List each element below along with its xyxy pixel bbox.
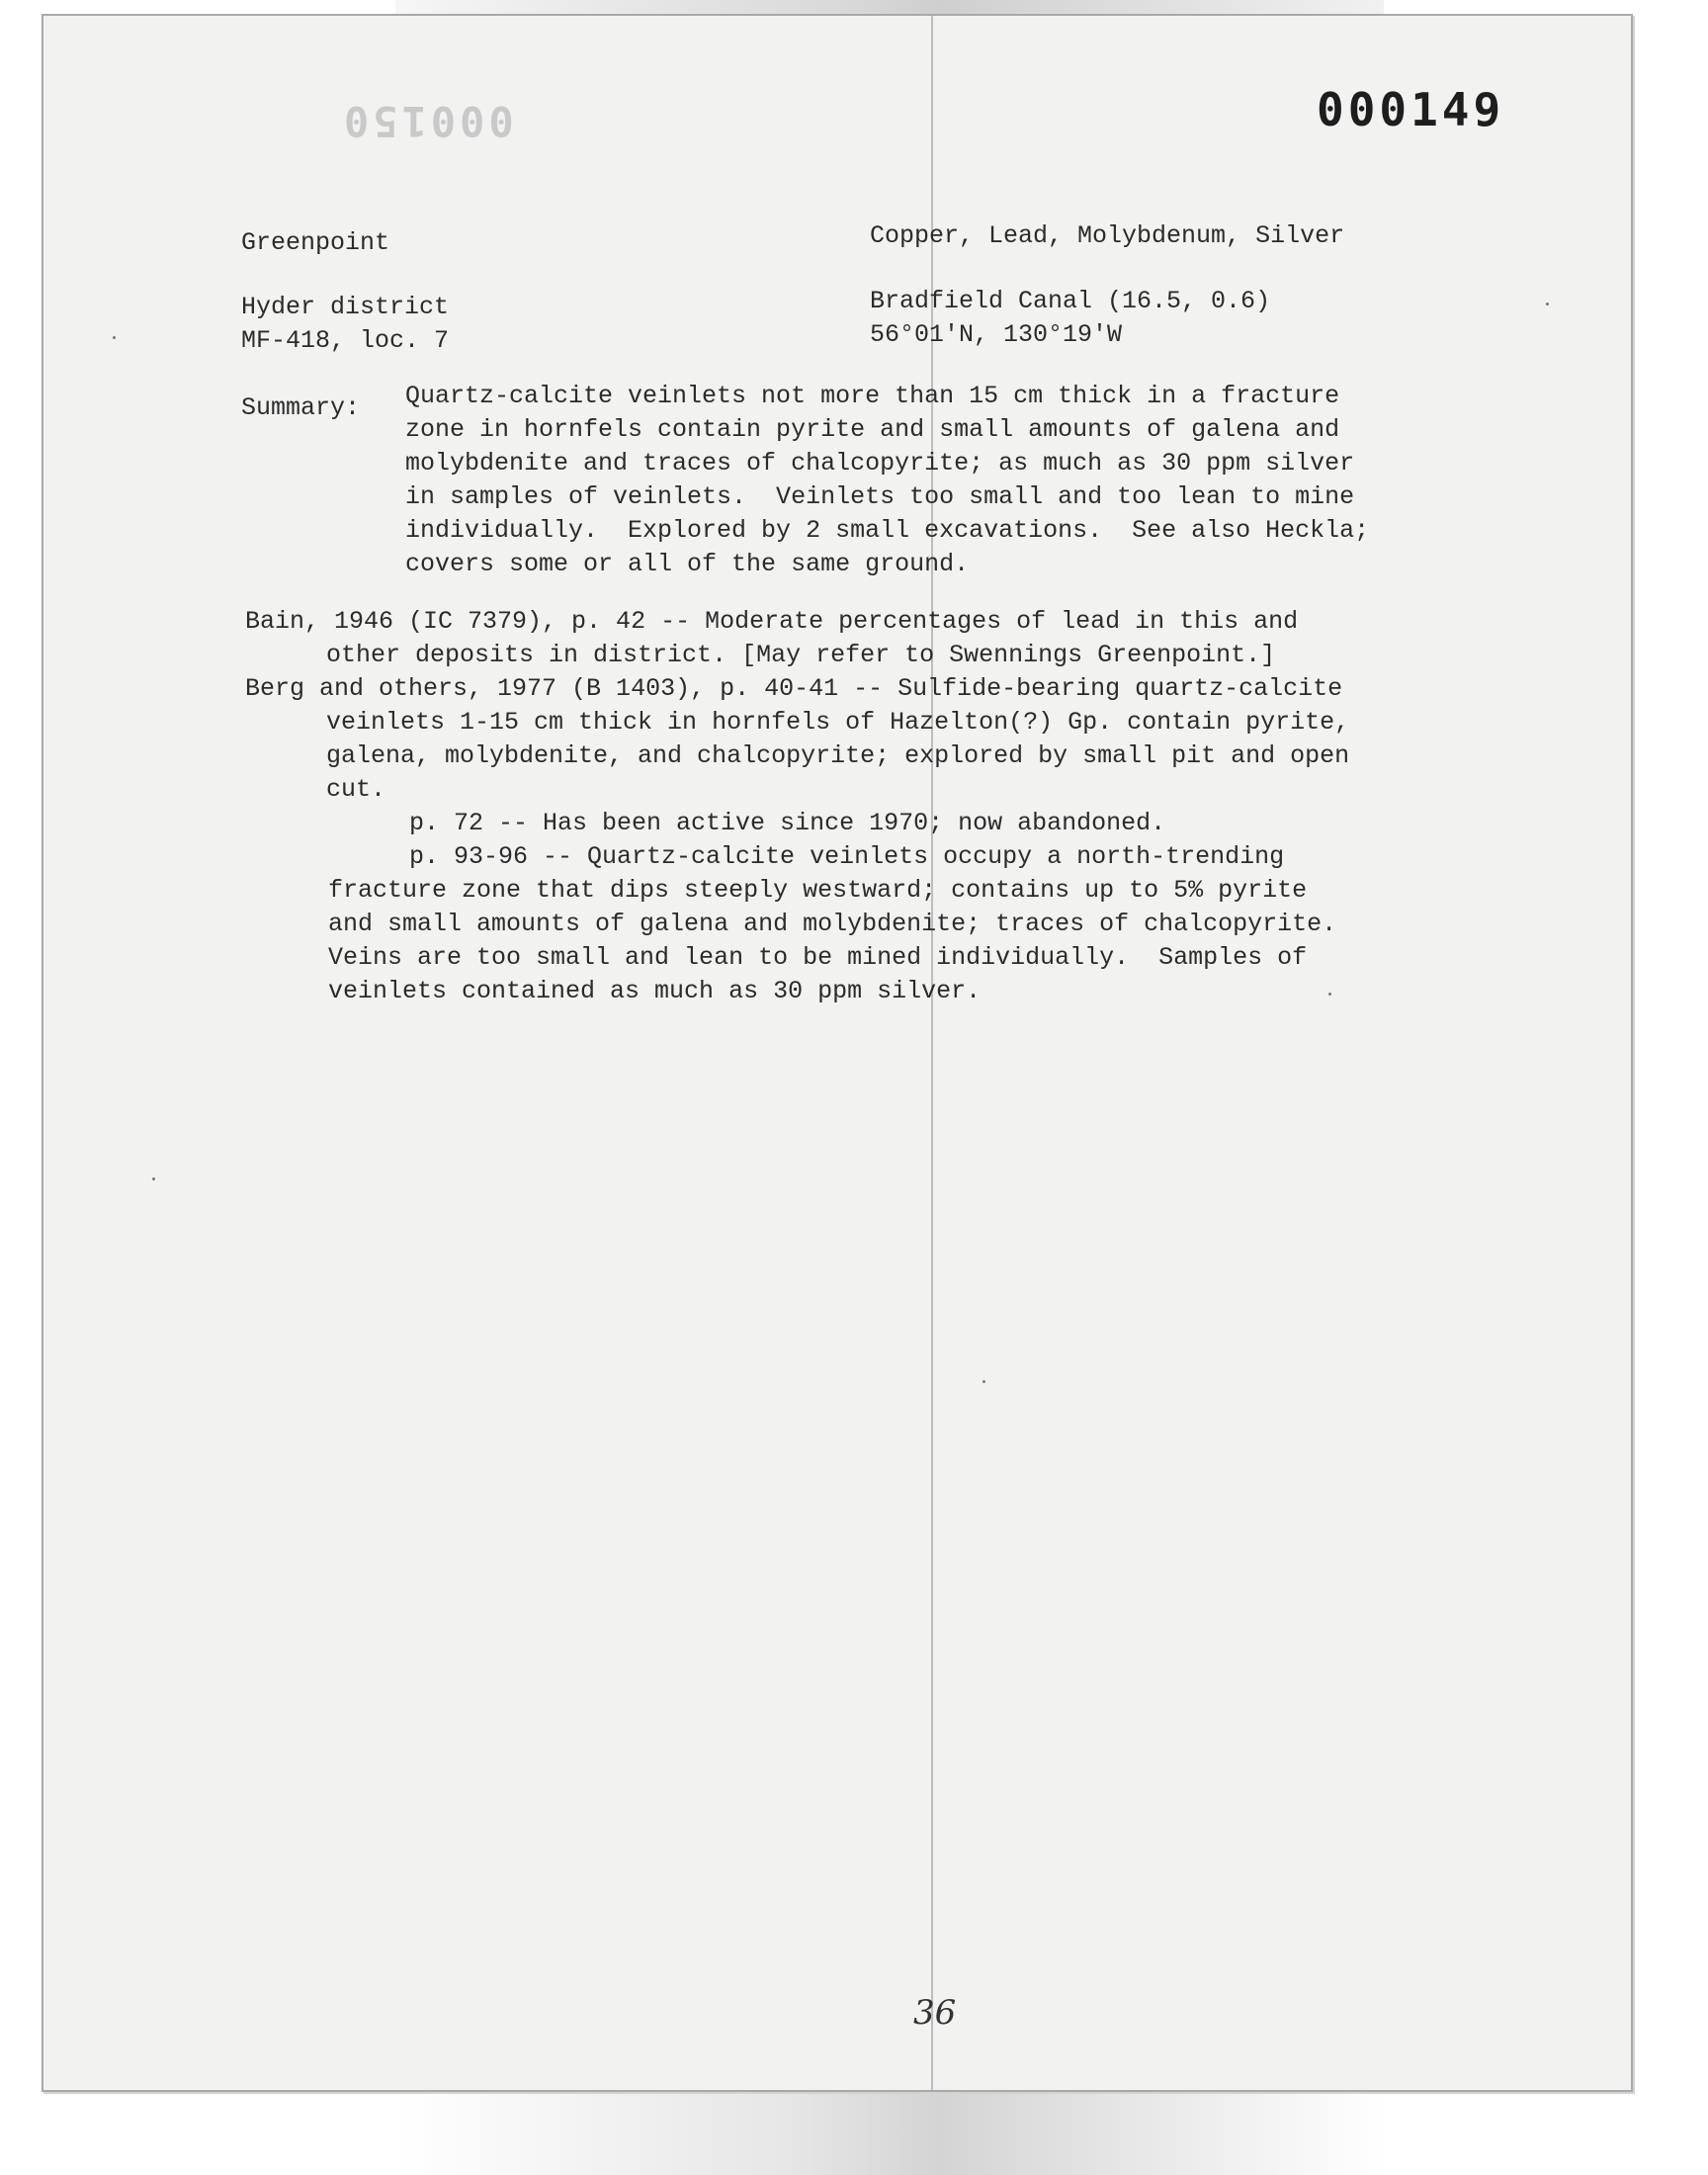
district: Hyder district [241,293,450,321]
reference-line: other deposits in district. [May refer to Swennings Greenpoint.] [326,641,1276,669]
scan-speck [152,1177,155,1180]
scan-speck [1328,993,1331,996]
scan-speck [1546,303,1549,305]
reference-line: fracture zone that dips steeply westward; contains up to 5% pyrite [328,876,1308,905]
summary-label: Summary: [241,393,361,422]
reference-line: p. 72 -- Has been active since 1970; now abandoned. [409,809,1166,837]
scanner-edge-bottom [395,2092,1384,2175]
coordinates: 56°01'N, 130°19'W [870,320,1123,349]
scanner-edge-top [395,0,1384,14]
reference-line: veinlets contained as much as 30 ppm silver. [328,977,982,1005]
quadrangle: Bradfield Canal (16.5, 0.6) [870,287,1271,315]
reference-line: Veins are too small and lean to be mined individually. Samples of [328,943,1308,972]
reference-line: Bain, 1946 (IC 7379), p. 42 -- Moderate percentages of lead in this and [245,607,1299,636]
reference-line: and small amounts of galena and molybdenite; traces of chalcopyrite. [328,910,1337,938]
scan-speck [113,336,116,339]
reference-line: cut. [326,775,386,804]
summary-line: Quartz-calcite veinlets not more than 15 cm thick in a fracture [405,382,1340,410]
commodities: Copper, Lead, Molybdenum, Silver [870,221,1345,250]
handwritten-page-number: 36 [913,1993,957,2033]
reference-line: Berg and others, 1977 (B 1403), p. 40-41 -- Sulfide-bearing quartz-calcite [245,674,1343,703]
summary-line: zone in hornfels contain pyrite and small amounts of galena and [405,415,1340,444]
document-page [42,14,1633,2092]
summary-line: molybdenite and traces of chalcopyrite; as much as 30 ppm silver [405,449,1355,478]
document-stamp-number: 000149 [1317,83,1505,136]
faded-stamp-number: 000150 [340,97,514,145]
map-reference: MF-418, loc. 7 [241,326,450,355]
reference-line: veinlets 1-15 cm thick in hornfels of Hazelton(?) Gp. contain pyrite, [326,708,1350,737]
summary-line: in samples of veinlets. Veinlets too small and too lean to mine [405,482,1355,511]
deposit-name: Greenpoint [241,228,390,257]
reference-line: galena, molybdenite, and chalcopyrite; explored by small pit and open [326,741,1350,770]
scan-speck [982,1380,985,1383]
summary-line: individually. Explored by 2 small excavations. See also Heckla; [405,516,1370,545]
summary-line: covers some or all of the same ground. [405,550,970,578]
reference-line: p. 93-96 -- Quartz-calcite veinlets occupy a north-trending [409,842,1285,871]
